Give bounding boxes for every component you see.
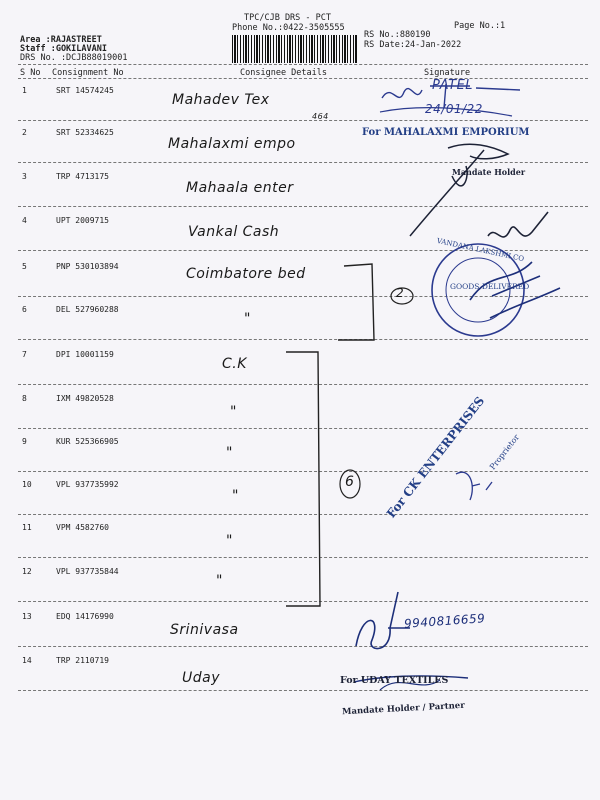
consignment-number: VPL 937735992: [56, 480, 119, 489]
row-number: 3: [22, 172, 27, 181]
area-label: Area :RAJASTREET: [20, 35, 102, 45]
row-number: 12: [22, 567, 32, 576]
handwritten-phone: 9940816659: [403, 611, 486, 631]
row-number: 13: [22, 612, 32, 621]
vandana-stamp-ring: VANDANA LAKSHMI CO: [436, 236, 525, 264]
consignee-name: ": [216, 573, 223, 589]
consignee-name: ": [230, 404, 237, 420]
consignment-number: TRP 2110719: [56, 656, 109, 665]
proprietor-stamp: Proprietor: [488, 432, 522, 472]
signature-date: 24/01/22: [425, 102, 483, 116]
ck-enterprises-stamp: For CK ENTERPRISES: [384, 393, 488, 521]
consignee-name: Mahadev Tex: [172, 92, 270, 108]
page-number: Page No.:1: [454, 21, 506, 31]
staff-label: Staff :GOKILAVANI: [20, 44, 107, 54]
document-title: TPC/CJB DRS - PCT: [244, 13, 331, 23]
signature-patel: PATEL: [432, 78, 474, 93]
consignee-name: C.K: [222, 356, 247, 372]
consignment-number: DEL 527960288: [56, 305, 119, 314]
consignment-number: TRP 4713175: [56, 172, 109, 181]
consignee-name: ": [244, 311, 251, 327]
consignment-number: SRT 14574245: [56, 86, 114, 95]
row-number: 5: [22, 262, 27, 271]
row-number: 9: [22, 437, 27, 446]
note-464: 464: [312, 112, 329, 121]
consignee-name: Mahalaxmi empo: [168, 136, 296, 152]
row-number: 14: [22, 656, 32, 665]
consignee-name: Coimbatore bed: [186, 266, 306, 282]
group-6-label: 6: [345, 474, 355, 490]
consignment-number: DPI 10001159: [56, 350, 114, 359]
consignee-name: Mahaala enter: [186, 180, 294, 196]
row-number: 2: [22, 128, 27, 137]
group-2-label: 2: [396, 286, 405, 300]
consignment-number: VPM 4582760: [56, 523, 109, 532]
row-number: 1: [22, 86, 27, 95]
consignment-number: VPL 937735844: [56, 567, 119, 576]
row-number: 4: [22, 216, 27, 225]
consignee-name: Srinivasa: [170, 622, 239, 638]
uday-textiles-stamp: For UDAY TEXTILES: [340, 675, 449, 686]
consignee-name: Uday: [182, 670, 220, 686]
rs-number: RS No.:880190: [364, 30, 431, 40]
consignee-name: ": [226, 445, 233, 461]
row-number: 6: [22, 305, 27, 314]
row-number: 11: [22, 523, 32, 532]
rs-date: RS Date:24-Jan-2022: [364, 40, 462, 50]
mahalaxmi-stamp: For MAHALAXMI EMPORIUM: [362, 127, 530, 138]
consignment-number: UPT 2009715: [56, 216, 109, 225]
consignment-number: KUR 525366905: [56, 437, 119, 446]
drs-number: DRS No. :DCJB88019001: [20, 53, 128, 63]
mandate-partner-stamp: Mandate Holder / Partner: [341, 700, 465, 718]
consignment-number: EDQ 14176990: [56, 612, 114, 621]
column-consignment: Consignment No: [52, 68, 124, 78]
consignment-number: SRT 52334625: [56, 128, 114, 137]
mandate-holder-stamp: Mandate Holder: [452, 167, 526, 177]
goods-delivered-stamp: GOODS DELIVERED: [450, 282, 530, 291]
column-sno: S No: [20, 68, 41, 78]
column-details: Consignee Details: [240, 68, 327, 78]
row-number: 7: [22, 350, 27, 359]
row-number: 10: [22, 480, 32, 489]
consignment-number: PNP 530103894: [56, 262, 119, 271]
phone-number: Phone No.:0422-3505555: [232, 23, 345, 33]
row-number: 8: [22, 394, 27, 403]
consignee-name: Vankal Cash: [188, 224, 280, 240]
consignee-name: ": [226, 533, 233, 549]
consignment-number: IXM 49820528: [56, 394, 114, 403]
column-signature: Signature: [424, 68, 471, 78]
consignee-name: ": [232, 488, 239, 504]
